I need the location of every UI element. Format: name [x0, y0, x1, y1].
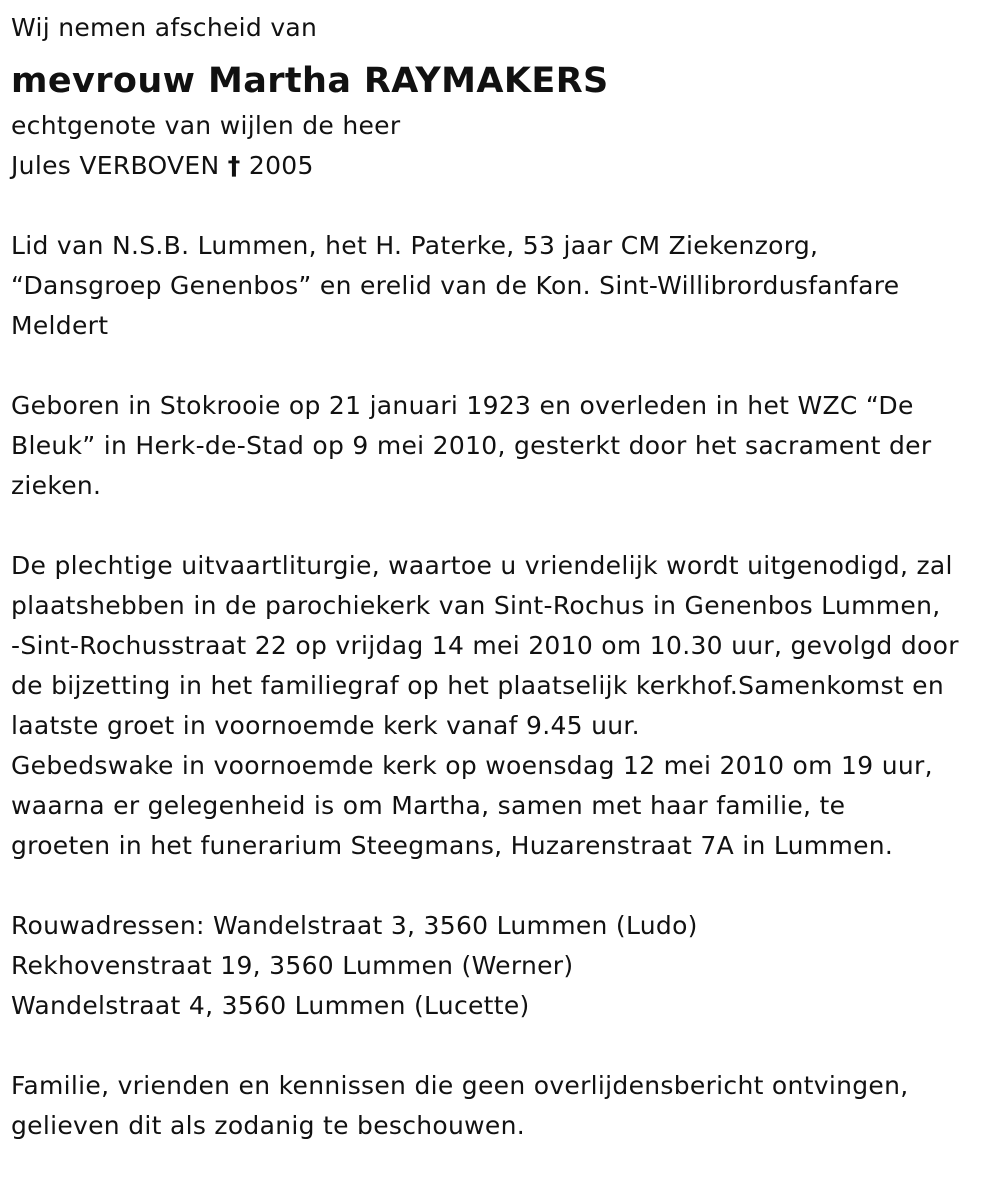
funeral-line: -Sint-Rochusstraat 22 op vrijdag 14 mei 2010 om 10.30 uur, gevolgd door: [11, 631, 959, 660]
funeral-paragraph: [11, 546, 996, 866]
closing-paragraph: [11, 1066, 996, 1146]
closing-line: gelieven dit als zodanig te beschouwen.: [11, 1111, 525, 1140]
wake-line: waarna er gelegenheid is om Martha, samen met haar familie, te: [11, 791, 846, 820]
spouse-name-line: [11, 146, 996, 186]
birth-death-paragraph: [11, 386, 996, 506]
spouse-name: Jules VERBOVEN: [11, 151, 220, 180]
membership-paragraph: [11, 226, 996, 346]
address-line: Wandelstraat 4, 3560 Lummen (Lucette): [11, 991, 530, 1020]
funeral-line: de bijzetting in het familiegraf op het plaatselijk kerkhof.Samenkomst en: [11, 671, 944, 700]
spacer: [11, 506, 996, 546]
deceased-name: mevrouw Martha RAYMAKERS: [11, 61, 609, 101]
funeral-line: laatste groet in voornoemde kerk vanaf 9.45 uur.: [11, 711, 640, 740]
birth-death-line: zieken.: [11, 471, 102, 500]
cross-icon: †: [227, 151, 241, 180]
intro-line: Wij nemen afscheid van: [11, 13, 318, 42]
spacer: [11, 866, 996, 906]
membership-line: “Dansgroep Genenbos” en erelid van de Kon. Sint-Willibrordusfanfare: [11, 271, 900, 300]
wake-line: Gebedswake in voornoemde kerk op woensdag 12 mei 2010 om 19 uur,: [11, 751, 933, 780]
funeral-line: De plechtige uitvaartliturgie, waartoe u vriendelijk wordt uitgenodigd, zal: [11, 551, 953, 580]
wake-line: groeten in het funerarium Steegmans, Huzarenstraat 7A in Lummen.: [11, 831, 894, 860]
spacer: [11, 346, 996, 386]
spouse-death-year: 2005: [248, 151, 314, 180]
closing-line: Familie, vrienden en kennissen die geen overlijdensbericht ontvingen,: [11, 1071, 909, 1100]
funeral-line: plaatshebben in de parochiekerk van Sint-Rochus in Genenbos Lummen,: [11, 591, 941, 620]
addresses-paragraph: [11, 906, 996, 1026]
obituary-notice: [11, 8, 996, 1146]
birth-death-line: Geboren in Stokrooie op 21 januari 1923 en overleden in het WZC “De: [11, 391, 914, 420]
spouse-line: echtgenote van wijlen de heer: [11, 111, 401, 140]
address-line: Rouwadressen: Wandelstraat 3, 3560 Lummen (Ludo): [11, 911, 698, 940]
spacer: [11, 1026, 996, 1066]
address-line: Rekhovenstraat 19, 3560 Lummen (Werner): [11, 951, 574, 980]
membership-line: Lid van N.S.B. Lummen, het H. Paterke, 53 jaar CM Ziekenzorg,: [11, 231, 819, 260]
spacer: [11, 186, 996, 226]
birth-death-line: Bleuk” in Herk-de-Stad op 9 mei 2010, gesterkt door het sacrament der: [11, 431, 932, 460]
membership-line: Meldert: [11, 311, 109, 340]
